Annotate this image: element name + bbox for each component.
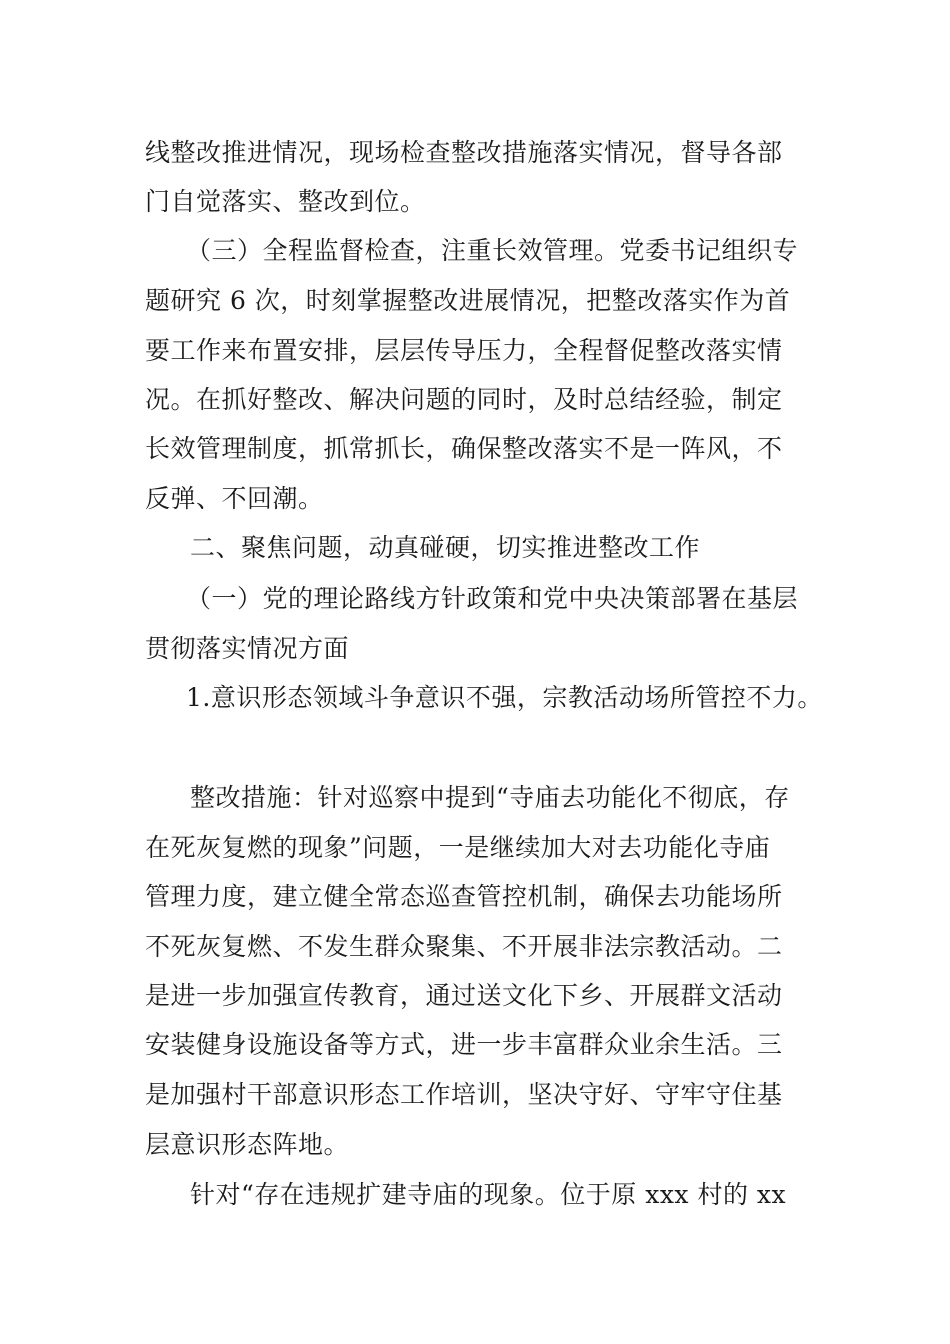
paragraph-line: 安装健身设施设备等方式，进一步丰富群众业余生活。三	[145, 1030, 783, 1059]
paragraph-line: 管理力度，建立健全常态巡查管控机制，确保去功能场所	[145, 882, 783, 911]
paragraph-line: 门自觉落实、整改到位。	[145, 187, 426, 216]
paragraph-line: 反弹、不回潮。	[145, 484, 324, 513]
paragraph-line: 线整改推进情况，现场检查整改措施落实情况，督导各部	[145, 138, 783, 167]
paragraph-line: 不死灰复燃、不发生群众聚集、不开展非法宗教活动。二	[145, 932, 783, 961]
issue-heading: 1.意识形态领域斗争意识不强，宗教活动场所管控不力。	[186, 683, 823, 712]
paragraph-line: 长效管理制度，抓常抓长，确保整改落实不是一阵风，不	[145, 434, 783, 463]
paragraph-line: 是加强村干部意识形态工作培训，坚决守好、守牢守住基	[145, 1080, 783, 1109]
paragraph-line: 在死灰复燃的现象”问题，一是继续加大对去功能化寺庙	[145, 833, 771, 862]
paragraph-line: 针对“存在违规扩建寺庙的现象。位于原 xxx 村的 xx	[190, 1180, 787, 1209]
subsection-heading-line: 贯彻落实情况方面	[145, 634, 350, 663]
paragraph-line: 层意识形态阵地。	[145, 1130, 350, 1159]
section-heading: 二、聚焦问题，动真碰硬，切实推进整改工作	[190, 533, 701, 562]
section-heading-line: （三）全程监督检查，注重长效管理。党委书记组织专	[186, 236, 799, 265]
paragraph-line: 整改措施：针对巡察中提到“寺庙去功能化不彻底，存	[190, 783, 790, 812]
paragraph-line: 题研究 6 次，时刻掌握整改进展情况，把整改落实作为首	[145, 286, 791, 315]
subsection-heading-line: （一）党的理论路线方针政策和党中央决策部署在基层	[186, 584, 799, 613]
paragraph-line: 况。在抓好整改、解决问题的同时，及时总结经验，制定	[145, 385, 783, 414]
paragraph-line: 要工作来布置安排，层层传导压力，全程督促整改落实情	[145, 336, 783, 365]
paragraph-line: 是进一步加强宣传教育，通过送文化下乡、开展群文活动	[145, 981, 783, 1010]
